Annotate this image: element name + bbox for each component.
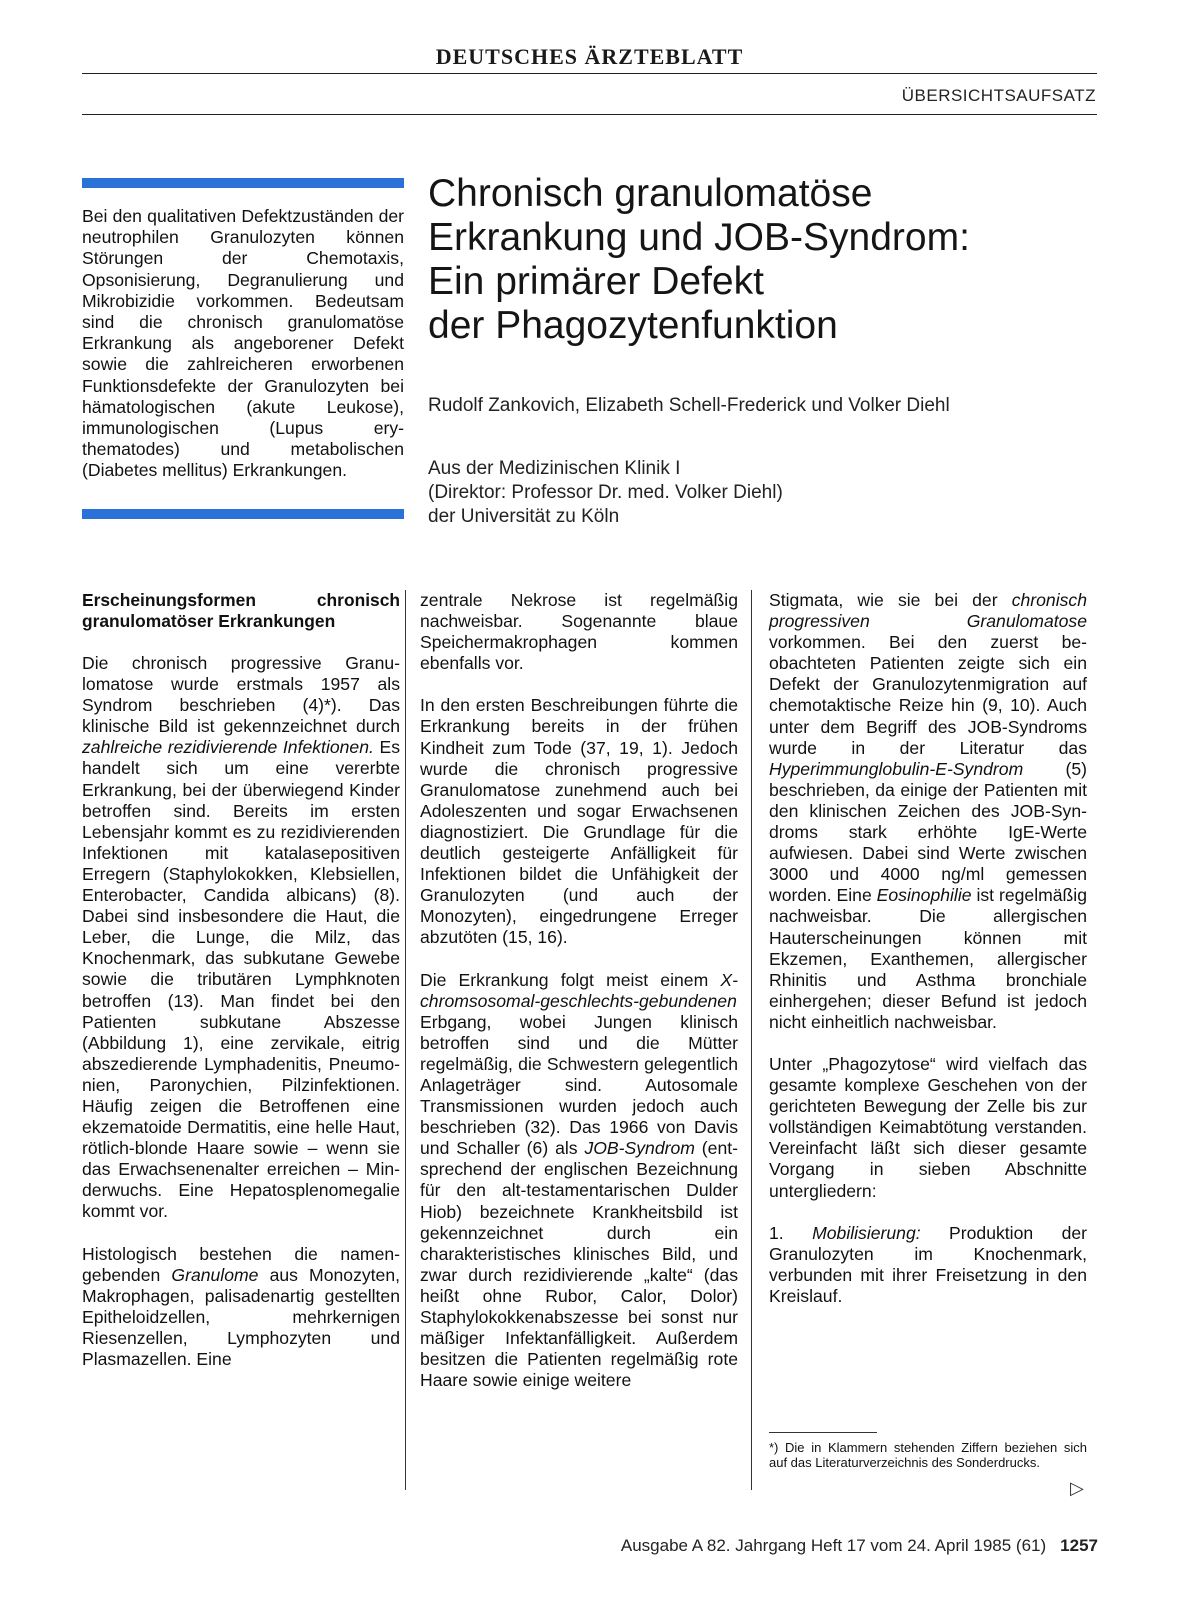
italic-text: X-chromsosomal-geschlechts-gebundenen — [420, 969, 738, 1011]
title-line: der Phagozytenfunktion — [428, 304, 838, 347]
section-label: ÜBERSICHTSAUFSATZ — [901, 86, 1096, 105]
column-divider — [751, 590, 752, 1490]
affiliation-line: der Universität zu Köln — [428, 506, 620, 527]
affiliation-line: Aus der Medizinischen Klinik I — [428, 458, 681, 479]
title-line: Chronisch granulomatöse — [428, 172, 873, 215]
paragraph — [420, 695, 738, 948]
italic-text: zahlreiche rezidivierende Infektionen. — [82, 737, 374, 758]
paragraph — [420, 970, 738, 1392]
article-title — [428, 172, 1108, 348]
text-run: zentrale Nekrose ist regelmäßig nachweisbar. Sogenannte blaue Speichermakrophagen kommen ebenfalls vor. — [420, 590, 738, 674]
footnote-rule — [769, 1432, 877, 1433]
text-run: 1. — [769, 1222, 813, 1243]
text-run: Histologisch bestehen die namengebenden — [82, 1243, 400, 1285]
affiliation — [428, 457, 1108, 529]
continue-arrow-icon: ▷ — [1070, 1478, 1084, 1498]
text-run: (5) beschrieben, da einige der Patienten mit den klinischen Zeichen des JOB-Syndroms stark erhöhte IgE-Werte aufwiesen. Dabei sind Werte zwischen 3000 und 4000 ng/ml gemessen worden. Eine — [769, 758, 1087, 906]
section-heading: Erscheinungsformen chronisch granulomatöser Erkrankungen — [82, 590, 400, 631]
text-run: ist regelmäßig nachweisbar. Die allergischen Hauterscheinungen können mit Ekzemen, Exanthemen, allergischer Rhinitis und Asthma bronchiale einhergehen; dieser Befund ist jedoch nicht einheitlich nachweisbar. — [769, 885, 1087, 1032]
abstract-bar-bottom — [82, 509, 404, 519]
page-footer — [490, 1536, 1098, 1556]
text-run: Unter „Phagozytose“ wird vielfach das gesamte komplexe Geschehen von der gerichteten Bewegung der Zelle bis zur vollständigen Keimabtötung verstanden. Vereinfacht läßt sich dieser gesamte Vorgang in sieben Abschnitte untergliedern: — [769, 1053, 1087, 1201]
italic-text: Eosinophilie — [876, 885, 972, 906]
affiliation-line: (Direktor: Professor Dr. med. Volker Diehl) — [428, 482, 783, 503]
text-run: Es handelt sich um eine vererbte Erkrankung, bei der überwiegend Kinder betroffen sind. Bereits im ersten Lebensjahr kommt es zu rezidivierenden Infektionen mit katalasepositiven Erregern (Staphylokokken, Klebsiellen, Enterobacter, Candida albicans) (8). Dabei sind insbesondere die Haut, die Leber, die Lunge, die Milz, das Knochenmark, das subkutane Gewebe sowie die tributären Lymphknoten betroffen (13). Man findet bei den Patienten subkutane Abszesse (Abbildung 1), eine zervikale, eitrig abszedierende Lymphadenitis, Pneumonien, Paronychien, Pilzinfektionen. Häufig zeigen die Betroffenen eine ekzematoide Dermatitis, eine helle Haut, rötlich-blonde Haare sowie – wenn sie das Erwachsenenalter erreichen – Minderwuchs. Eine Hepatosplenomegalie kommt vor. — [82, 737, 400, 1222]
italic-text: chronisch progressiven Granulomatose — [769, 590, 1087, 632]
body-column-2 — [420, 590, 738, 1391]
title-line: Erkrankung und JOB-Syndrom: — [428, 216, 970, 259]
text-run: Die Erkrankung folgt meist einem — [420, 969, 721, 990]
abstract-bar-top — [82, 178, 404, 188]
italic-text: JOB-Syndrom — [584, 1138, 695, 1159]
body-column-1 — [82, 590, 400, 1370]
text-run: Die chronisch progressive Granulomatose wurde erstmals 1957 als Syndrom beschrieben (4)*). Das klinische Bild ist gekennzeichnet durch — [82, 653, 400, 737]
italic-text: Hyperimmunglobulin-E-Syndrom — [769, 758, 1024, 779]
text-run: Stigmata, wie sie bei der — [769, 590, 1012, 610]
masthead: DEUTSCHES ÄRZTEBLATT — [435, 44, 744, 69]
text-run: Erbgang, wobei Jungen klinisch betroffen sind und die Mütter regelmäßig, die Schwestern gelegentlich Anlageträger sind. Autosomale Transmissionen wurden jedoch auch beschrieben (32). Das 1966 von Davis und Schaller (6) als — [420, 1011, 738, 1159]
paragraph — [769, 1054, 1087, 1202]
paragraph — [420, 590, 738, 674]
section-rule — [82, 114, 1097, 115]
body-column-3 — [769, 590, 1087, 1307]
issue-info: Ausgabe A 82. Jahrgang Heft 17 vom 24. April 1985 (61) — [620, 1536, 1047, 1555]
footnote: *) Die in Klammern stehenden Ziffern beziehen sich auf das Literaturverzeichnis des Sonderdrucks. — [769, 1440, 1087, 1470]
paragraph — [769, 1223, 1087, 1307]
authors: Rudolf Zankovich, Elizabeth Schell-Frederick und Volker Diehl — [428, 395, 950, 416]
paragraph — [769, 590, 1087, 1033]
italic-text: Mobilisierung: — [812, 1222, 921, 1243]
paragraph — [82, 1244, 400, 1371]
text-run: aus Monozyten, Makrophagen, palisadenartig gestellten Epitheloidzellen, mehrkernigen Riesenzellen, Lymphozyten und Plasmazellen. Eine — [82, 1264, 401, 1369]
title-line: Ein primärer Defekt — [428, 260, 764, 303]
column-divider — [405, 590, 406, 1490]
abstract-text: Bei den qualitativen Defektzuständen der neutrophilen Granulozyten können Störungen der Chemotaxis, Opsonisierung, Degranulierung und Mikrobizidie vorkommen. Bedeutsam sind die chronisch granulomatöse Erkrankung als angeborener Defekt sowie die zahlreicheren erworbenen Funktionsdefekte der Granulozyten bei hämatologischen (akute Leukose), immunologischen (Lupus erythematodes) und metabolischen (Diabetes mellitus) Erkrankungen. — [82, 206, 404, 481]
text-run: Produktion der Granulozyten im Knochenmark, verbunden mit ihrer Freisetzung in den Kreislauf. — [769, 1222, 1087, 1306]
paragraph — [82, 653, 400, 1223]
text-run: (entsprechend der englischen Bezeichnung für den alt-testamentarischen Dulder Hiob) bezeichnete Krankheitsbild ist gekennzeichnet durch ein charakteristisches klinisches Bild, und zwar durch rezidivierende „kalte“ (das heißt ohne Rubor, Calor, Dolor) Staphylokokkenabszesse bei sonst nur mäßiger Infektanfälligkeit. Außerdem besitzen die Patienten regelmäßig rote Haare sowie einige weitere — [420, 1138, 738, 1391]
text-run: vorkommen. Bei den zuerst beobachteten Patienten zeigte sich ein Defekt der Granulozytenmigration auf chemotaktische Reize hin (9, 10). Auch unter dem Begriff des JOB-Syndroms wurde in der Literatur das — [769, 632, 1087, 758]
text-run: In den ersten Beschreibungen führte die Erkrankung bereits in der frühen Kindheit zum Tode (37, 19, 1). Jedoch wurde die chronisch progressive Granulomatose zunehmend auch bei Adoleszenten und sogar Erwachsenen diagnostiziert. Die Grundlage für die deutlich gesteigerte Anfälligkeit für Infektionen bildet die Unfähigkeit der Granulozyten (und auch der Monozyten), eingedrungene Erreger abzutöten (15, 16). — [420, 695, 738, 948]
page-number: 1257 — [1060, 1536, 1098, 1555]
masthead-rule — [82, 73, 1097, 74]
italic-text: Granulome — [171, 1264, 259, 1285]
